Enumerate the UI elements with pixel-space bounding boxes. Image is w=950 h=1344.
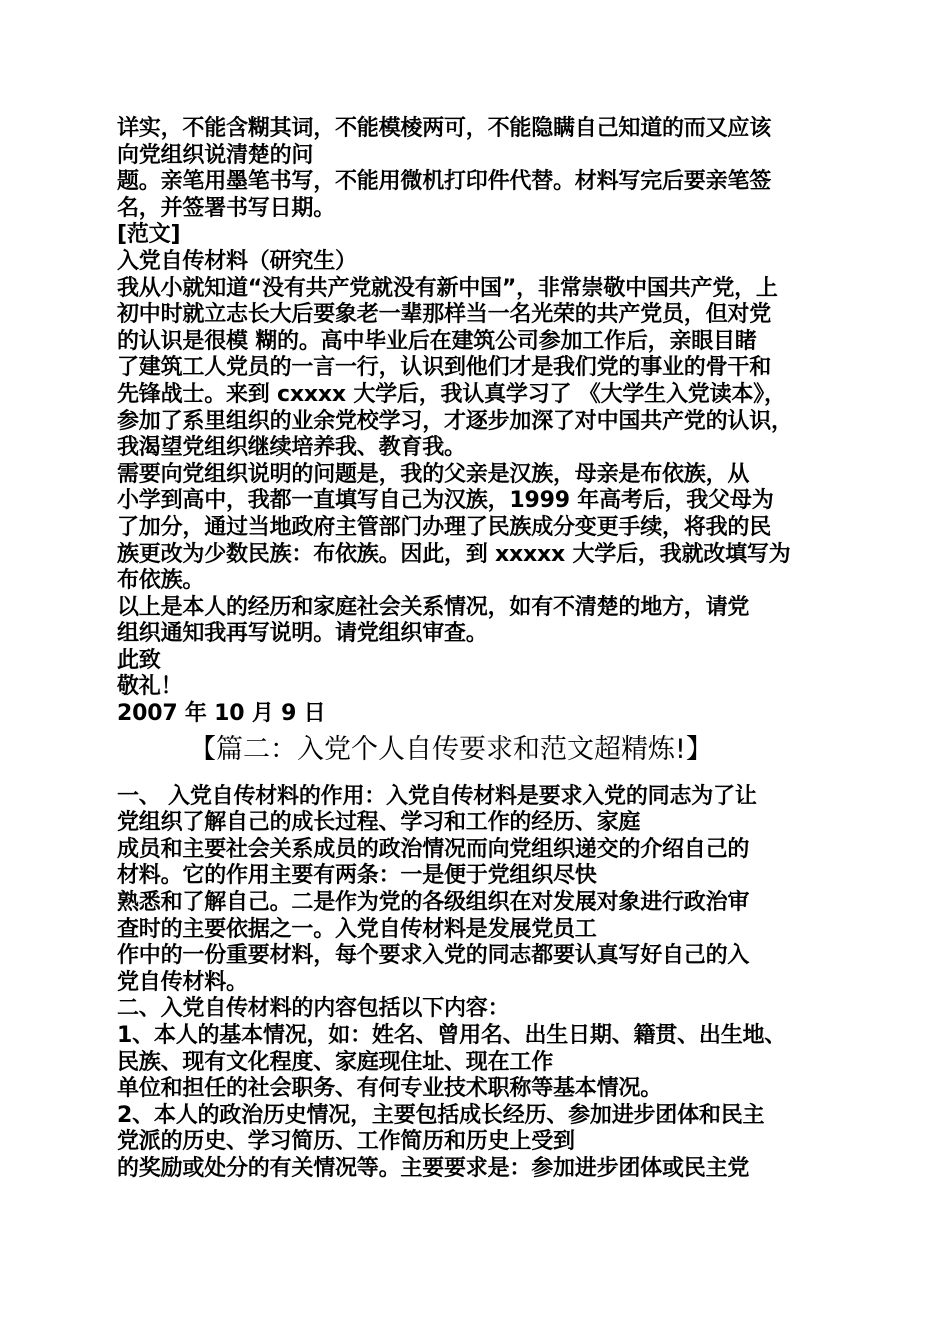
- text-line: 一、 入党自传材料的作用：入党自传材料是要求入党的同志为了让: [117, 783, 757, 809]
- text-line: 小学到高中，我都一直填写自己为汉族，1999 年高考后，我父母为: [117, 488, 774, 514]
- text-line: 查时的主要依据之一。入党自传材料是发展党员工: [117, 916, 597, 942]
- text-line: 党派的历史、学习简历、工作简历和历史上受到: [117, 1129, 575, 1155]
- text-line: 名，并签署书写日期。: [117, 195, 336, 221]
- text-line: 党自传材料。: [117, 969, 248, 995]
- text-line: 需要向党组织说明的问题是，我的父亲是汉族，母亲是布依族，从: [117, 461, 750, 487]
- sample-label: [范文]: [117, 222, 181, 248]
- text-line: 作中的一份重要材料，每个要求入党的同志都要认真写好自己的入: [117, 943, 750, 969]
- text-line: 组织通知我再写说明。请党组织审查。: [117, 621, 488, 647]
- text-line: 的认识是很模 糊的。高中毕业后在建筑公司参加工作后，亲眼目睹: [117, 328, 757, 354]
- date-line: 2007 年 10 月 9 日: [117, 701, 326, 727]
- text-line: 参加了系里组织的业余党校学习，才逐步加深了对中国共产党的认识，: [117, 408, 793, 434]
- text-line: 先锋战士。来到 cxxxx 大学后，我认真学习了 《大学生入党读本》，: [117, 381, 786, 407]
- sample-title: 入党自传材料（研究生）: [117, 248, 357, 274]
- text-line: 成员和主要社会关系成员的政治情况而向党组织递交的介绍自己的: [117, 836, 750, 862]
- section-heading: 【篇二：入党个人自传要求和范文超精炼!】: [189, 733, 713, 765]
- text-line: 初中时就立志长大后要象老一辈那样当一名光荣的共产党员，但对党: [117, 302, 772, 328]
- closing-line: 此致: [117, 647, 161, 673]
- text-line: 2、本人的政治历史情况，主要包括成长经历、参加进步团体和民主: [117, 1102, 765, 1128]
- text-line: 的奖励或处分的有关情况等。主要要求是：参加进步团体或民主党: [117, 1155, 750, 1181]
- text-line: 题。亲笔用墨笔书写，不能用微机打印件代替。材料写完后要亲笔签: [117, 169, 772, 195]
- text-line: 布依族。: [117, 568, 205, 594]
- closing-line: 敬礼！: [117, 674, 183, 700]
- text-line: 向党组织说清楚的问: [117, 142, 314, 168]
- text-line: 单位和担任的社会职务、有何专业技术职称等基本情况。: [117, 1076, 663, 1102]
- document-body: [117, 116, 847, 1183]
- text-line: 我渴望党组织继续培养我、教育我。: [117, 435, 466, 461]
- text-line: 详实，不能含糊其词，不能模棱两可，不能隐瞒自己知道的而又应该: [117, 116, 772, 141]
- text-line: 族更改为少数民族：布依族。因此，到 xxxxx 大学后，我就改填写为: [117, 541, 791, 567]
- text-line: 二、入党自传材料的内容包括以下内容：: [117, 996, 510, 1022]
- text-line: 党组织了解自己的成长过程、学习和工作的经历、家庭: [117, 810, 641, 836]
- text-line: 了加分，通过当地政府主管部门办理了民族成分变更手续，将我的民: [117, 514, 772, 540]
- text-line: 了建筑工人党员的一言一行，认识到他们才是我们党的事业的骨干和: [117, 355, 772, 381]
- text-line: 以上是本人的经历和家庭社会关系情况，如有不清楚的地方，请党: [117, 594, 750, 620]
- text-line: 材料。它的作用主要有两条：一是便于党组织尽快: [117, 863, 597, 889]
- text-line: 1、本人的基本情况，如：姓名、曾用名、出生日期、籍贯、出生地、: [117, 1023, 787, 1048]
- text-line: 民族、现有文化程度、家庭现住址、现在工作: [117, 1049, 554, 1075]
- text-line: 我从小就知道“没有共产党就没有新中国”，非常崇敬中国共产党，上: [117, 275, 778, 301]
- text-line: 熟悉和了解自己。二是作为党的各级组织在对发展对象进行政治审: [117, 890, 750, 916]
